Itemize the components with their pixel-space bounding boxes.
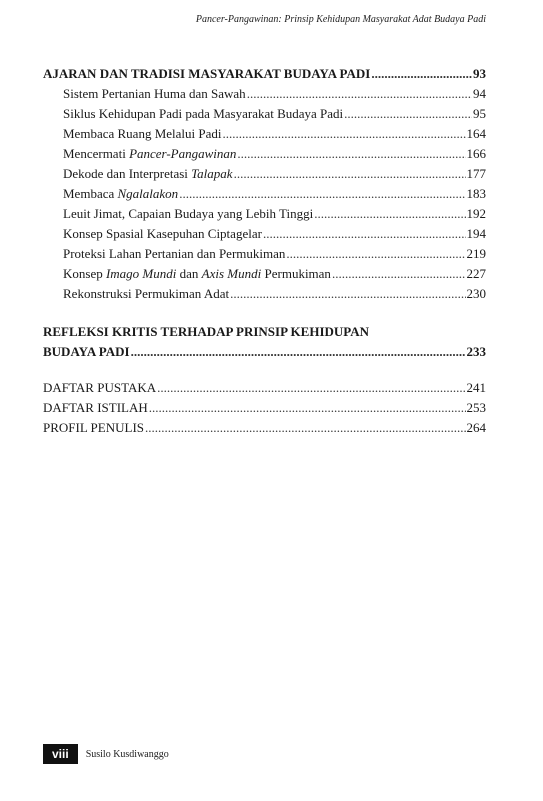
toc-page-number: 233 xyxy=(466,344,486,359)
toc-entry-title: Leuit Jimat, Capaian Budaya yang Lebih Tinggi xyxy=(63,206,314,221)
toc-entry-title: Membaca Ruang Melalui Padi xyxy=(63,126,222,141)
toc-entry-title: Siklus Kehidupan Padi pada Masyarakat Budaya Padi xyxy=(63,106,344,121)
toc-entry-title: Konsep Imago Mundi dan Axis Mundi Permukiman xyxy=(63,266,331,281)
dot-leader xyxy=(179,184,465,204)
toc-chapter-title: BUDAYA PADI xyxy=(43,344,130,359)
dot-leader xyxy=(286,244,465,264)
toc-entry xyxy=(43,84,486,104)
dot-leader xyxy=(234,164,466,184)
dot-leader xyxy=(149,398,466,418)
toc-entry xyxy=(43,284,486,304)
page-footer xyxy=(43,744,169,764)
dot-leader xyxy=(263,224,466,244)
toc-chapter-title: REFLEKSI KRITIS TERHADAP PRINSIP KEHIDUPAN xyxy=(43,324,370,339)
toc-back-matter-entry xyxy=(43,418,486,438)
toc-page-number: 264 xyxy=(466,420,486,435)
toc-page-number: 192 xyxy=(466,206,486,221)
toc-page-number: 183 xyxy=(466,186,486,201)
toc-entry xyxy=(43,204,486,224)
toc-entry xyxy=(43,244,486,264)
folio-page-number: viii xyxy=(43,744,78,764)
toc-entry-title: Mencermati Pancer-Pangawinan xyxy=(63,146,237,161)
toc-back-matter-entry xyxy=(43,398,486,418)
toc-page-number: 95 xyxy=(473,106,486,121)
toc-entry-title: Rekonstruksi Permukiman Adat xyxy=(63,286,230,301)
toc-chapter xyxy=(43,64,486,84)
toc-entry-title: Membaca Ngalalakon xyxy=(63,186,179,201)
dot-leader xyxy=(237,144,465,164)
toc-entry xyxy=(43,184,486,204)
toc-entry-title: Proteksi Lahan Pertanian dan Permukiman xyxy=(63,246,286,261)
toc-entry xyxy=(43,264,486,284)
toc-page-number: 227 xyxy=(466,266,486,281)
table-of-contents xyxy=(43,64,486,438)
dot-leader xyxy=(332,264,466,284)
toc-page-number: 230 xyxy=(466,286,486,301)
toc-entry-title: PROFIL PENULIS xyxy=(43,420,145,435)
toc-chapter xyxy=(43,342,486,362)
toc-page-number: 253 xyxy=(466,400,486,415)
toc-entry-title: Dekode dan Interpretasi Talapak xyxy=(63,166,233,181)
dot-leader xyxy=(131,342,466,362)
dot-leader xyxy=(247,84,472,104)
toc-entry xyxy=(43,224,486,244)
dot-leader xyxy=(145,418,465,438)
toc-entry-title: DAFTAR PUSTAKA xyxy=(43,380,157,395)
dot-leader xyxy=(344,104,472,124)
toc-chapter-title: AJARAN DAN TRADISI MASYARAKAT BUDAYA PADI xyxy=(43,66,371,81)
toc-page-number: 177 xyxy=(466,166,486,181)
toc-entry xyxy=(43,124,486,144)
toc-entry-title: DAFTAR ISTILAH xyxy=(43,400,148,415)
toc-entry-title: Sistem Pertanian Huma dan Sawah xyxy=(63,86,246,101)
toc-page-number: 93 xyxy=(473,66,486,81)
toc-page-number: 166 xyxy=(466,146,486,161)
toc-page-number: 194 xyxy=(466,226,486,241)
toc-entry xyxy=(43,144,486,164)
dot-leader xyxy=(314,204,465,224)
toc-page-number: 219 xyxy=(466,246,486,261)
dot-leader xyxy=(223,124,466,144)
toc-entry-title: Konsep Spasial Kasepuhan Ciptagelar xyxy=(63,226,262,241)
footer-author: Susilo Kusdiwanggo xyxy=(85,748,169,760)
dot-leader xyxy=(371,64,472,84)
dot-leader xyxy=(157,378,465,398)
running-header: Pancer-Pangawinan: Prinsip Kehidupan Masyarakat Adat Budaya Padi xyxy=(195,14,486,25)
dot-leader xyxy=(230,284,465,304)
toc-entry xyxy=(43,104,486,124)
toc-page-number: 164 xyxy=(466,126,486,141)
toc-page-number: 241 xyxy=(466,380,486,395)
toc-entry xyxy=(43,164,486,184)
toc-page-number: 94 xyxy=(473,86,486,101)
toc-back-matter-entry xyxy=(43,378,486,398)
